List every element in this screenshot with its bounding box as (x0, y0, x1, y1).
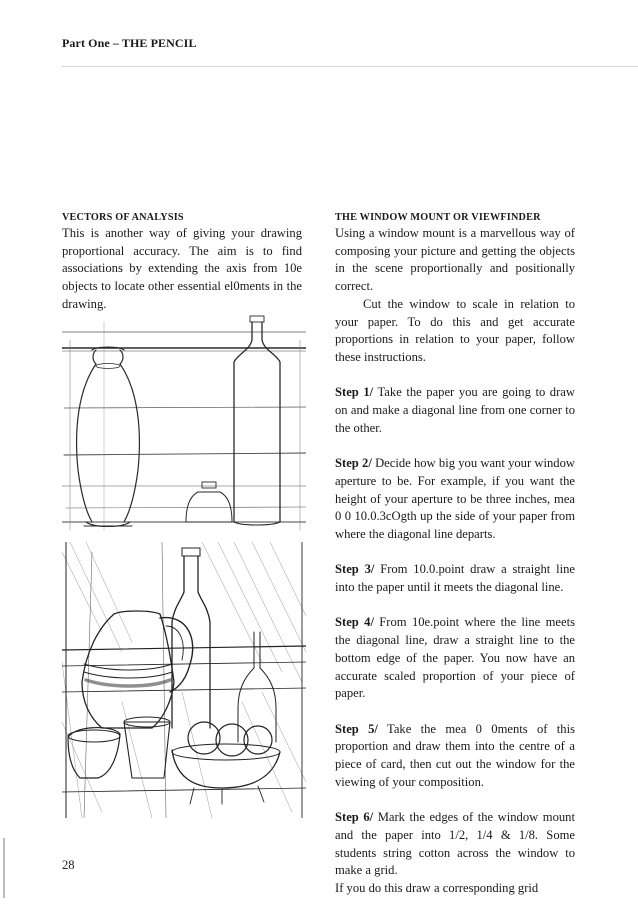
right-column (335, 212, 575, 898)
step-1 (335, 384, 575, 437)
step-2 (335, 455, 575, 544)
step-1-label: Step 1/ (335, 385, 374, 400)
step-6-label: Step 6/ (335, 810, 374, 825)
header-rule (62, 66, 638, 67)
step-6 (335, 809, 575, 880)
still-life-sketch (62, 542, 306, 818)
step-3-text: From 10.0.point draw a straight line into the paper until it meets the diagonal line. (335, 562, 575, 595)
step-4 (335, 614, 575, 703)
step-2-label: Step 2/ (335, 456, 372, 471)
step-5 (335, 721, 575, 792)
closing-line: If you do this draw a corresponding grid (335, 880, 539, 895)
window-mount-intro: Using a window mount is a marvellous way of composing your picture and getting the objects in the scene proportionally and positionally correct. (335, 226, 575, 294)
section-heading-vectors: VECTORS OF ANALYSIS (62, 212, 184, 223)
step-5-text: Take the mea 0 0ments of this proportion and draw them into the centre of a piece of card, then cut out the window for the viewing of your composition. (335, 721, 575, 789)
running-head: Part One – THE PENCIL (62, 36, 197, 50)
step-5-label: Step 5/ (335, 721, 378, 736)
step-4-text: From 10e.point where the line meets the diagonal line, draw a straight line to the bottom edge of the paper. You now have an accurate scaled proportion of your piece of paper. (335, 615, 575, 701)
page-number: 28 (62, 858, 75, 872)
step-6-text: Mark the edges of the window mount and the paper into 1/2, 1/4 & 1/8. Some students string cotton across the window to make a grid. (335, 810, 575, 878)
step-1-text: Take the paper you are going to draw on and make a diagonal line from one corner to the other. (335, 385, 575, 435)
section-heading-window-mount: THE WINDOW MOUNT OR VIEWFINDER (335, 212, 541, 223)
step-3-label: Step 3/ (335, 562, 375, 577)
step-3 (335, 561, 575, 596)
vase-bottle-sketch (62, 310, 306, 536)
left-column (62, 212, 302, 314)
step-2-text: Decide how big you want your window aperture to be. For example, if you want the height of your aperture to be three inches, mea 0 0 10.0.3cOgth up the side of your paper from where the diagonal line departs. (335, 456, 575, 541)
printer-edge-mark (2, 838, 7, 898)
step-4-label: Step 4/ (335, 615, 374, 630)
vectors-paragraph: This is another way of giving your drawing proportional accuracy. The aim is to find associations by extending the axis from 10e objects to locate other essential el0ments in the drawing. (62, 226, 302, 311)
window-mount-intro-2: Cut the window to scale in relation to your paper. To do this and get accurate proportions in relation to your paper, follow these instructions. (335, 296, 575, 364)
